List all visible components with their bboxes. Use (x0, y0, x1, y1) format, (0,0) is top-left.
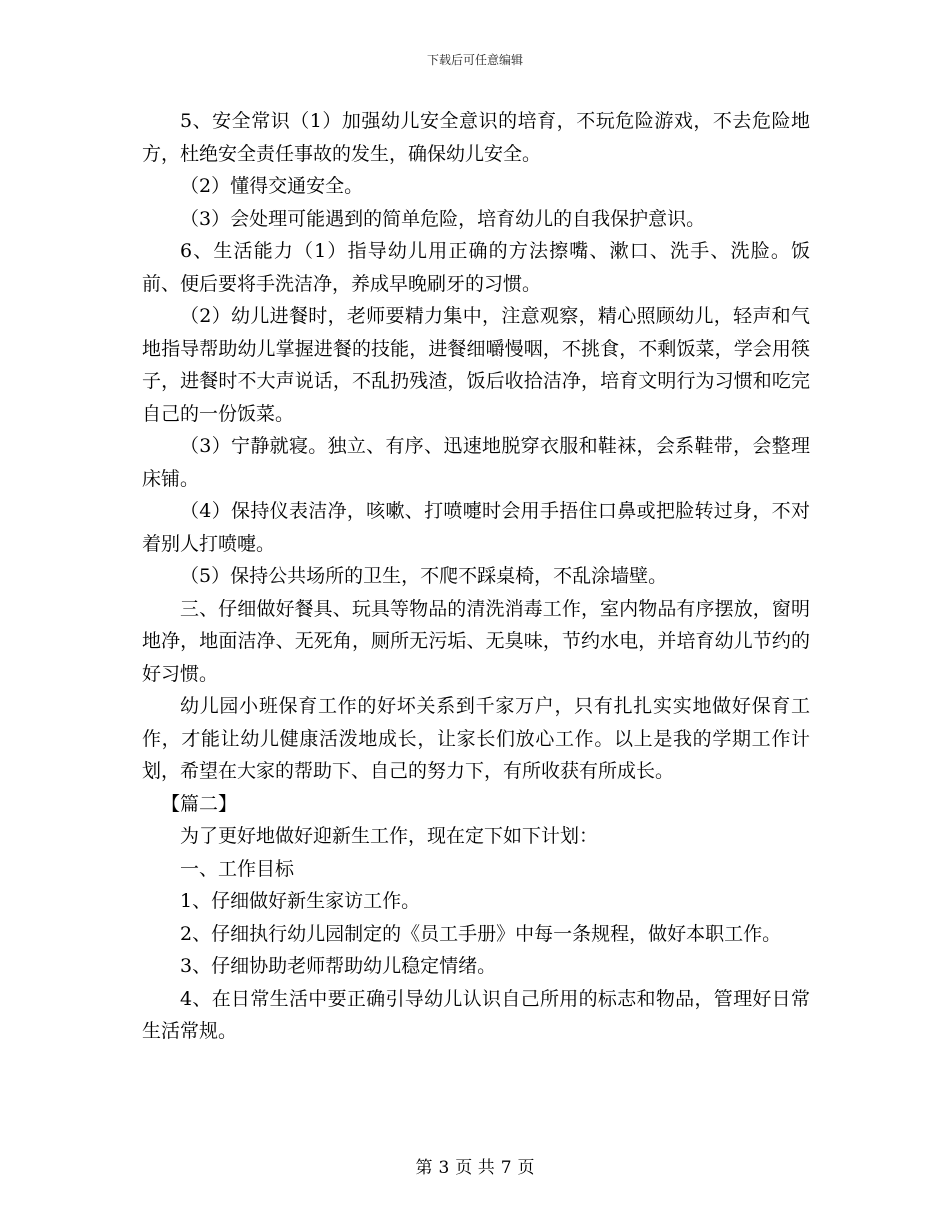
paragraph: 5、安全常识（1）加强幼儿安全意识的培育，不玩危险游戏，不去危险地方，杜绝安全责任事故的发生，确保幼儿安全。 (142, 110, 810, 165)
footer-suffix: 页 (517, 1158, 535, 1178)
document-body (142, 105, 810, 1048)
footer-prefix: 第 (415, 1158, 433, 1178)
paragraph: （2）懂得交通安全。 (180, 175, 364, 197)
footer-middle: 页 共 (455, 1158, 495, 1178)
page-footer (0, 1153, 950, 1178)
paragraph: 一、工作目标 (180, 857, 295, 880)
paragraph: 2、仔细执行幼儿园制定的《员工手册》中每一条规程，做好本职工作。 (180, 922, 782, 945)
paragraph: 为了更好地做好迎新生工作，现在定下如下计划： (180, 825, 599, 847)
page-number-current: 3 (438, 1158, 450, 1178)
paragraph: （3）宁静就寝。独立、有序、迅速地脱穿衣服和鞋袜，会系鞋带，会整理床铺。 (142, 435, 810, 490)
paragraph: 6、生活能力（1）指导幼儿用正确的方法擦嘴、漱口、洗手、洗脸。饭前、便后要将手洗洁净，养成早晚刷牙的习惯。 (142, 240, 810, 295)
paragraph: （3）会处理可能遇到的简单危险，培育幼儿的自我保护意识。 (180, 207, 706, 230)
paragraph: 1、仔细做好新生家访工作。 (180, 890, 421, 912)
paragraph: 4、在日常生活中要正确引导幼儿认识自己所用的标志和物品，管理好日常生活常规。 (142, 987, 810, 1042)
paragraph: 三、仔细做好餐具、玩具等物品的清洗消毒工作，室内物品有序摆放，窗明地净，地面洁净、无死角，厕所无污垢、无臭味，节约水电，并培育幼儿节约的好习惯。 (142, 597, 810, 685)
paragraph: （2）幼儿进餐时，老师要精力集中，注意观察，精心照顾幼儿，轻声和气地指导帮助幼儿掌握进餐的技能，进餐细嚼慢咽，不挑食，不剩饭菜，学会用筷子，进餐时不大声说话，不乱扔残渣，饭后收拾洁净，培育文明行为习惯和吃完自己的一份饭菜。 (142, 305, 810, 425)
paragraph: 幼儿园小班保育工作的好坏关系到千家万户，只有扎扎实实地做好保育工作，才能让幼儿健康活泼地成长，让家长们放心工作。以上是我的学期工作计划，希望在大家的帮助下、自己的努力下，有所收获有所成长。 (142, 695, 810, 782)
page-number-total: 7 (500, 1158, 512, 1178)
section-heading: 【篇二】 (161, 792, 238, 815)
paragraph: （4）保持仪表洁净，咳嗽、打喷嚏时会用手捂住口鼻或把脸转过身，不对着别人打喷嚏。 (142, 500, 810, 555)
paragraph: （5）保持公共场所的卫生，不爬不踩桌椅，不乱涂墙壁。 (180, 565, 668, 587)
paragraph: 3、仔细协助老师帮助幼儿稳定情绪。 (180, 955, 497, 977)
page-header: 下载后可任意编辑 (426, 53, 523, 67)
